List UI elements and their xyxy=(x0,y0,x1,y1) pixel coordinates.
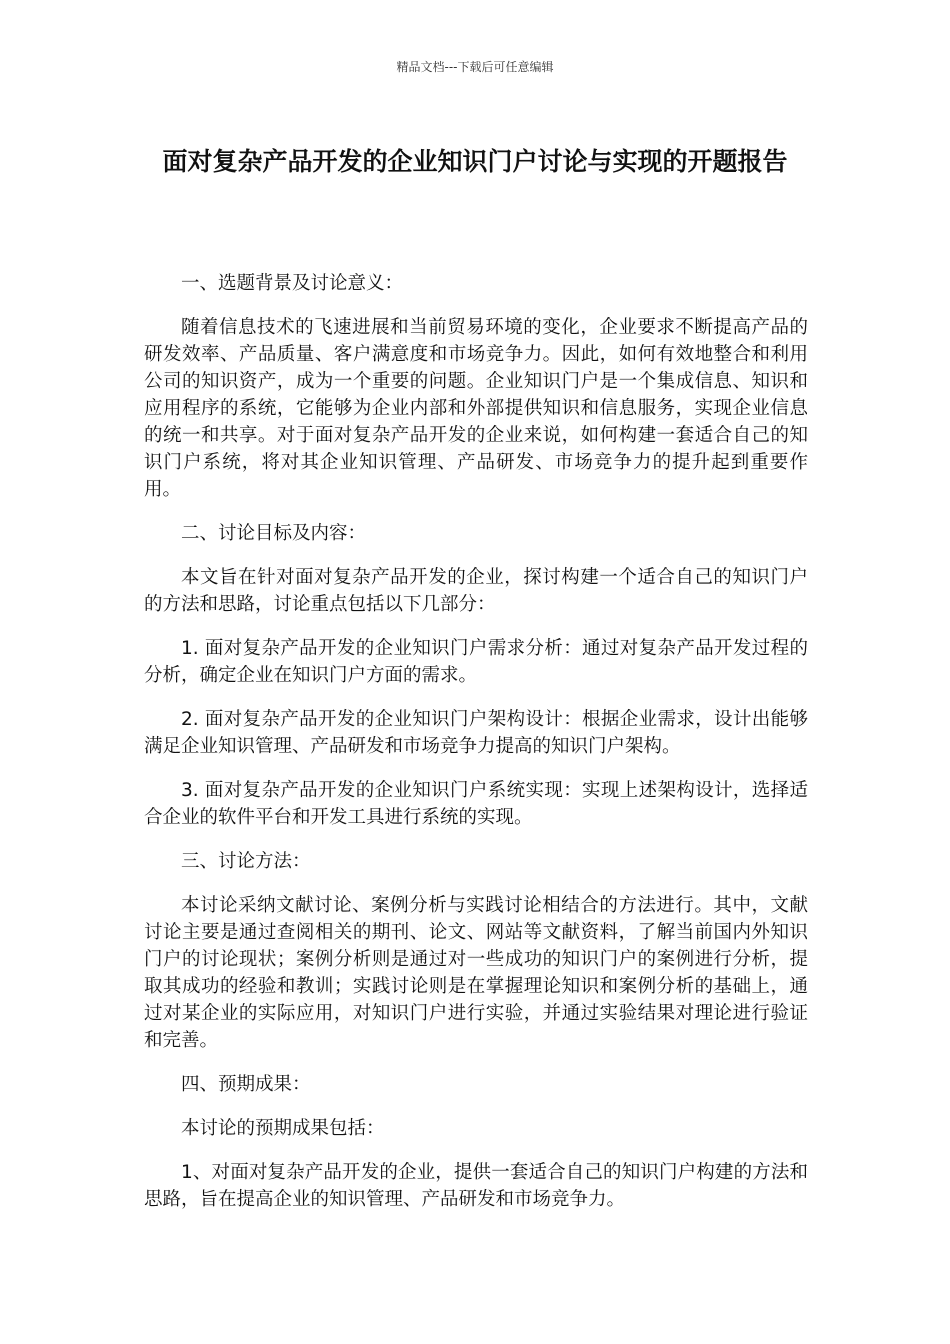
document-body xyxy=(144,270,808,1213)
paragraph-background: 随着信息技术的飞速进展和当前贸易环境的变化，企业要求不断提高产品的研发效率、产品质量、客户满意度和市场竞争力。因此，如何有效地整合和利用公司的知识资产，成为一个重要的问题。企业知识门户是一个集成信息、知识和应用程序的系统，它能够为企业内部和外部提供知识和信息服务，实现企业信息的统一和共享。对于面对复杂产品开发的企业来说，如何构建一套适合自己的知识门户系统，将对其企业知识管理、产品研发、市场竞争力的提升起到重要作用。 xyxy=(144,317,808,500)
list-item-outcome-1: 1、对面对复杂产品开发的企业，提供一套适合自己的知识门户构建的方法和思路，旨在提高企业的知识管理、产品研发和市场竞争力。 xyxy=(144,1162,808,1210)
document-title: 面对复杂产品开发的企业知识门户讨论与实现的开题报告 xyxy=(162,147,788,176)
paragraph-goals-intro: 本文旨在针对面对复杂产品开发的企业，探讨构建一个适合自己的知识门户的方法和思路，讨论重点包括以下几部分： xyxy=(144,567,808,615)
header-note: 精品文档---下载后可任意编辑 xyxy=(396,60,554,74)
section-heading-background: 一、选题背景及讨论意义： xyxy=(181,273,404,294)
list-item-goal-3: 3. 面对复杂产品开发的企业知识门户系统实现：实现上述架构设计，选择适合企业的软件平台和开发工具进行系统的实现。 xyxy=(144,780,808,828)
paragraph-methods: 本讨论采纳文献讨论、案例分析与实践讨论相结合的方法进行。其中，文献讨论主要是通过查阅相关的期刊、论文、网站等文献资料，了解当前国内外知识门户的讨论现状；案例分析则是通过对一些成功的知识门户的案例进行分析，提取其成功的经验和教训；实践讨论则是在掌握理论知识和案例分析的基础上，通过对某企业的实际应用，对知识门户进行实验，并通过实验结果对理论进行验证和完善。 xyxy=(144,895,808,1051)
section-heading-goals: 二、讨论目标及内容： xyxy=(181,523,367,544)
list-item-goal-2: 2. 面对复杂产品开发的企业知识门户架构设计：根据企业需求，设计出能够满足企业知识管理、产品研发和市场竞争力提高的知识门户架构。 xyxy=(144,709,808,757)
section-heading-methods: 三、讨论方法： xyxy=(181,851,311,872)
list-item-goal-1: 1. 面对复杂产品开发的企业知识门户需求分析：通过对复杂产品开发过程的分析，确定企业在知识门户方面的需求。 xyxy=(144,638,808,686)
section-heading-outcomes: 四、预期成果： xyxy=(181,1074,311,1095)
paragraph-outcomes-intro: 本讨论的预期成果包括： xyxy=(181,1118,385,1139)
